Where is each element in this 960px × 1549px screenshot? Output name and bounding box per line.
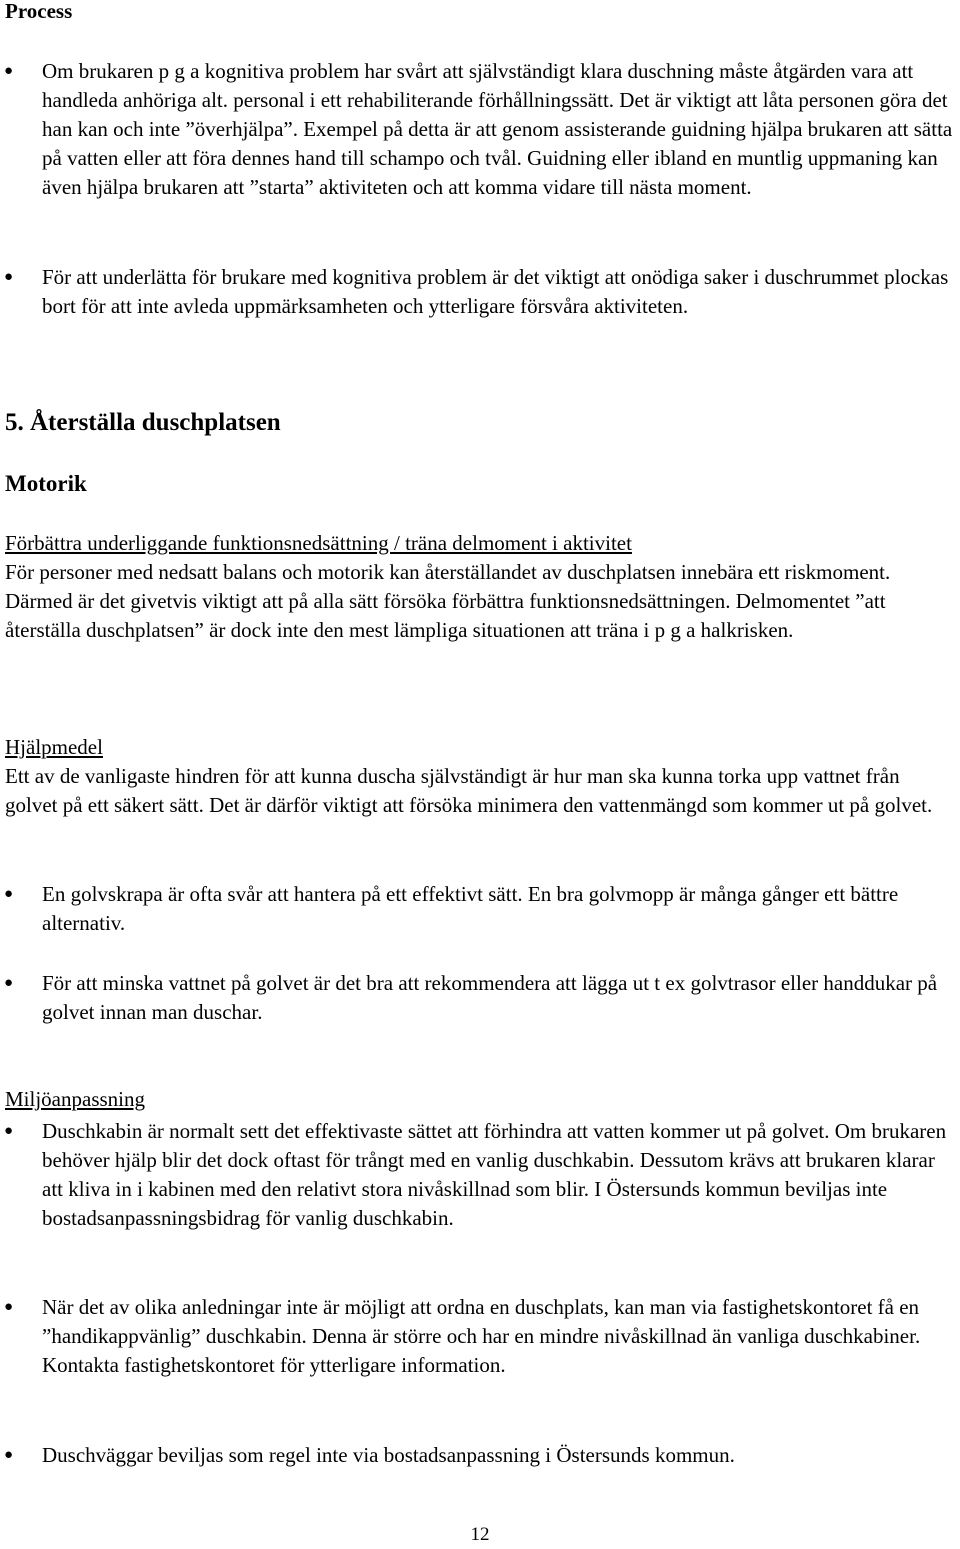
bullet-icon: ● [4,1123,14,1139]
bullet-icon: ● [4,63,14,79]
section-heading: 5. Återställa duschplatsen [5,409,281,436]
list-item: ● En golvskrapa är ofta svår att hantera på ett effektivt sätt. En bra golvmopp är många gånger ett bättre alternativ. [4,882,899,935]
bullet-icon: ● [4,1447,14,1463]
hjalpmedel-text: Ett av de vanligaste hindren för att kunna duscha självständigt är hur man ska kunna torka upp vattnet från golvet på ett säkert sätt. Det är därför viktigt att försöka minimera den vattenmängd som kommer ut på golvet. [5,764,933,817]
page-number: 12 [470,1524,490,1545]
process-heading: Process [5,0,73,23]
list-item: ● För att underlätta för brukare med kognitiva problem är det viktigt att onödiga saker i duschrummet plockas bort för att inte avleda uppmärksamheten och ytterligare försvåra aktiviteten. [4,265,949,318]
bullet-icon: ● [4,269,14,285]
motorik-heading: Motorik [5,471,87,496]
miljo-heading: Miljöanpassning [5,1087,145,1111]
list-item: ● När det av olika anledningar inte är möjligt att ordna en duschplats, kan man via fastighetskontoret få en ”handikappvänlig” duschkabin. Denna är större och har en mindre nivåskillnad än vanliga duschkabiner. Kontakta fastighetskontoret för ytterligare information. [4,1295,921,1377]
list-item: ● Duschväggar beviljas som regel inte via bostadsanpassning i Östersunds kommun. [42,1441,957,1470]
bullet-icon: ● [4,975,14,991]
list-item: ● För att minska vattnet på golvet är det bra att rekommendera att lägga ut t ex golvtrasor eller handdukar på golvet innan man duschar. [4,971,938,1024]
list-item: ● Om brukaren p g a kognitiva problem har svårt att självständigt klara duschning måste åtgärden vara att handleda anhöriga alt. personal i ett rehabiliterande förhållningssätt. Det är viktigt att låta personen göra det han kan och inte ”överhjälpa”. Exempel på detta är att genom assisterande guidning hjälpa brukaren att sätta på vatten eller att föra dennes hand till schampo och tvål. Guidning eller ibland en muntlig uppmaning kan även hjälpa brukaren att ”starta” aktiviteten och att komma vidare till nästa moment. [4,59,953,199]
motorik-text: För personer med nedsatt balans och motorik kan återställandet av duschplatsen innebära ett riskmoment. Därmed är det givetvis viktigt att på alla sätt försöka förbättra funktionsnedsättningen. Delmomentet ”att återställa duschplatsen” är dock inte den mest lämpliga situationen att träna i p g a halkrisken. [5,560,891,642]
motorik-subheading: Förbättra underliggande funktionsnedsättning / träna delmoment i aktivitet [5,531,632,555]
bullet-icon: ● [4,1299,14,1315]
list-item: ● Duschkabin är normalt sett det effektivaste sättet att förhindra att vatten kommer ut på golvet. Om brukaren behöver hjälp blir det dock oftast för trångt med en vanlig duschkabin. Dessutom krävs att brukaren klarar att kliva in i kabinen med den relativt stora nivåskillnad som blir. I Östersunds kommun beviljas inte bostadsanpassningsbidrag för vanlig duschkabin. [4,1119,947,1230]
bullet-icon: ● [4,886,14,902]
hjalpmedel-heading: Hjälpmedel [5,735,103,759]
